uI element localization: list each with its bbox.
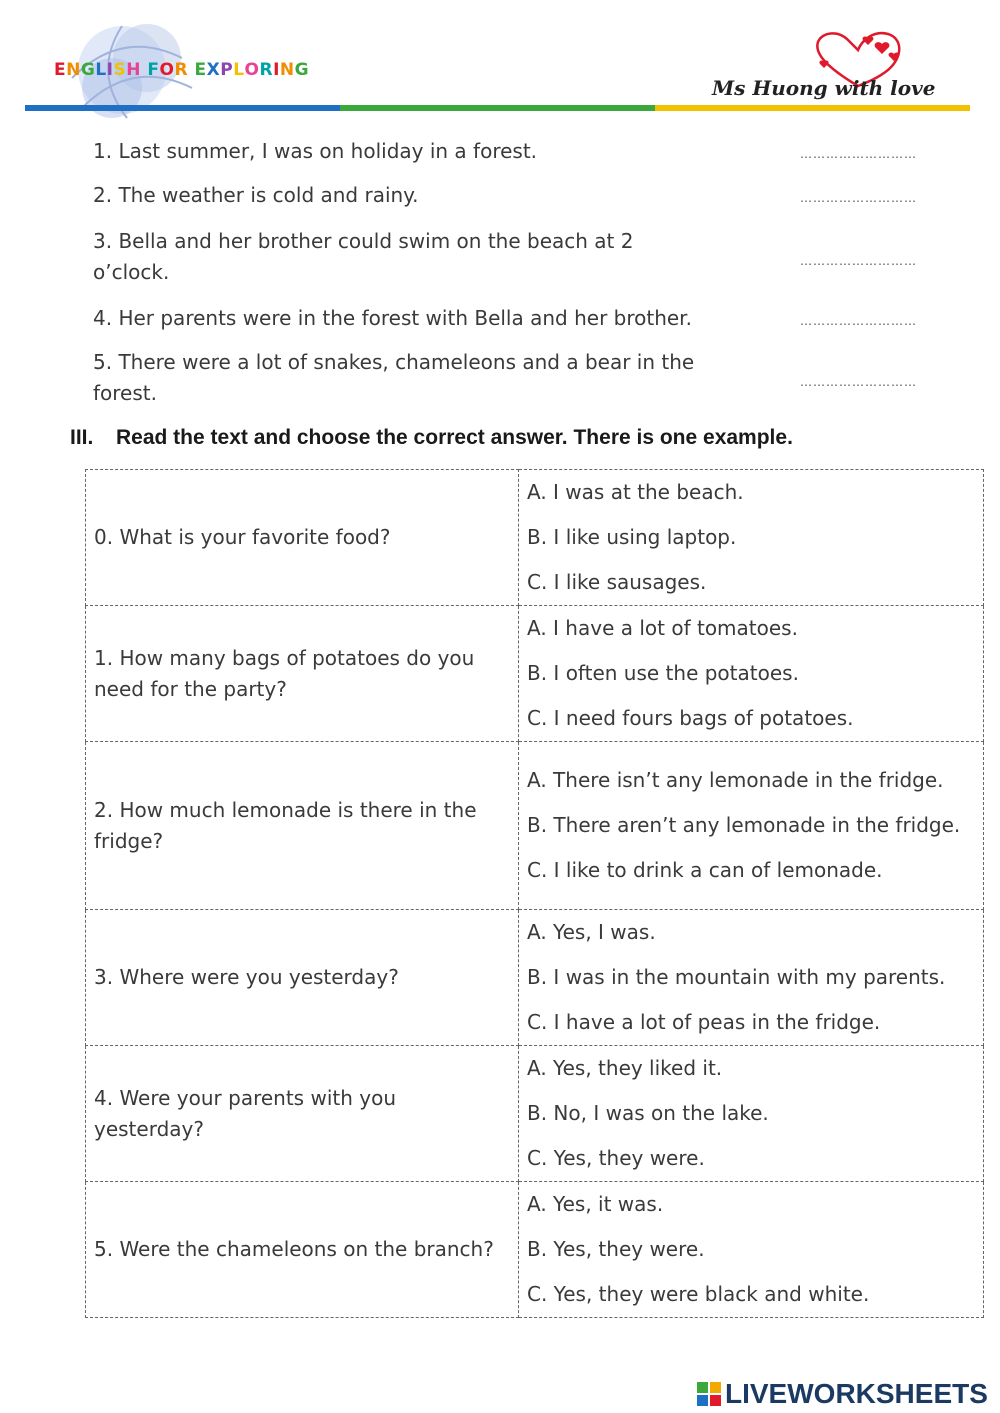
question-text: 2. How much lemonade is there in the fridge?: [86, 742, 519, 910]
liveworksheets-logo-icon: [697, 1382, 721, 1406]
answer-blank[interactable]: ………………………: [800, 375, 917, 389]
option-c[interactable]: C. I like to drink a can of lemonade.: [527, 858, 883, 882]
option-a[interactable]: A. I have a lot of tomatoes.: [527, 616, 798, 640]
answer-blank[interactable]: ………………………: [800, 314, 917, 328]
header-rule-yellow: [655, 105, 970, 111]
table-row: [86, 910, 984, 1046]
option-c[interactable]: C. Yes, they were black and white.: [527, 1282, 870, 1306]
option-c[interactable]: C. I like sausages.: [527, 570, 707, 594]
question-table: [85, 469, 984, 1318]
statement-text: 3. Bella and her brother could swim on the beach at 2 o’clock.: [93, 229, 634, 284]
answer-blank[interactable]: ………………………: [800, 147, 917, 161]
option-a[interactable]: A. Yes, they liked it.: [527, 1056, 723, 1080]
question-text: 3. Where were you yesterday?: [86, 910, 519, 1046]
options-cell: [519, 1046, 984, 1182]
footer-brand-text: LIVEWORKSHEETS: [725, 1378, 988, 1409]
brand-title: ENGLISH FOR EXPLORING: [54, 60, 310, 80]
options-cell: [519, 470, 984, 606]
option-b[interactable]: B. There aren’t any lemonade in the fridge.: [527, 813, 961, 837]
option-b[interactable]: B. I often use the potatoes.: [527, 661, 799, 685]
question-text: 0. What is your favorite food?: [86, 470, 519, 606]
options-cell: [519, 1182, 984, 1318]
table-row: [86, 742, 984, 910]
section-heading: [70, 426, 793, 450]
table-row: [86, 1046, 984, 1182]
question-text: 5. Were the chameleons on the branch?: [86, 1182, 519, 1318]
option-a[interactable]: A. There isn’t any lemonade in the fridge.: [527, 768, 944, 792]
option-c[interactable]: C. I have a lot of peas in the fridge.: [527, 1010, 881, 1034]
answer-blank[interactable]: ………………………: [800, 191, 917, 205]
options-cell: [519, 910, 984, 1046]
statement-text: 5. There were a lot of snakes, chameleons and a bear in the forest.: [93, 350, 695, 405]
section-title: Read the text and choose the correct answer. There is one example.: [116, 426, 793, 449]
option-c[interactable]: C. Yes, they were.: [527, 1146, 705, 1170]
options-cell: [519, 606, 984, 742]
statement-text: 1. Last summer, I was on holiday in a forest.: [93, 139, 538, 163]
statement-text: 2. The weather is cold and rainy.: [93, 183, 419, 207]
option-a[interactable]: A. I was at the beach.: [527, 480, 744, 504]
option-b[interactable]: B. I like using laptop.: [527, 525, 737, 549]
question-text: 4. Were your parents with you yesterday?: [86, 1046, 519, 1182]
answer-blank[interactable]: ………………………: [800, 254, 917, 268]
options-cell: [519, 742, 984, 910]
section-number: III.: [70, 426, 94, 449]
header-rule-green: [340, 105, 655, 111]
option-a[interactable]: A. Yes, I was.: [527, 920, 656, 944]
table-row: [86, 1182, 984, 1318]
table-row: [86, 470, 984, 606]
table-row: [86, 606, 984, 742]
option-a[interactable]: A. Yes, it was.: [527, 1192, 664, 1216]
option-b[interactable]: B. Yes, they were.: [527, 1237, 705, 1261]
option-b[interactable]: B. I was in the mountain with my parents.: [527, 965, 946, 989]
signature: Ms Huong with love: [712, 76, 936, 100]
option-b[interactable]: B. No, I was on the lake.: [527, 1101, 769, 1125]
statement-text: 4. Her parents were in the forest with Bella and her brother.: [93, 306, 692, 330]
header-rule-blue: [25, 105, 340, 111]
question-text: 1. How many bags of potatoes do you need for the party?: [86, 606, 519, 742]
option-c[interactable]: C. I need fours bags of potatoes.: [527, 706, 854, 730]
